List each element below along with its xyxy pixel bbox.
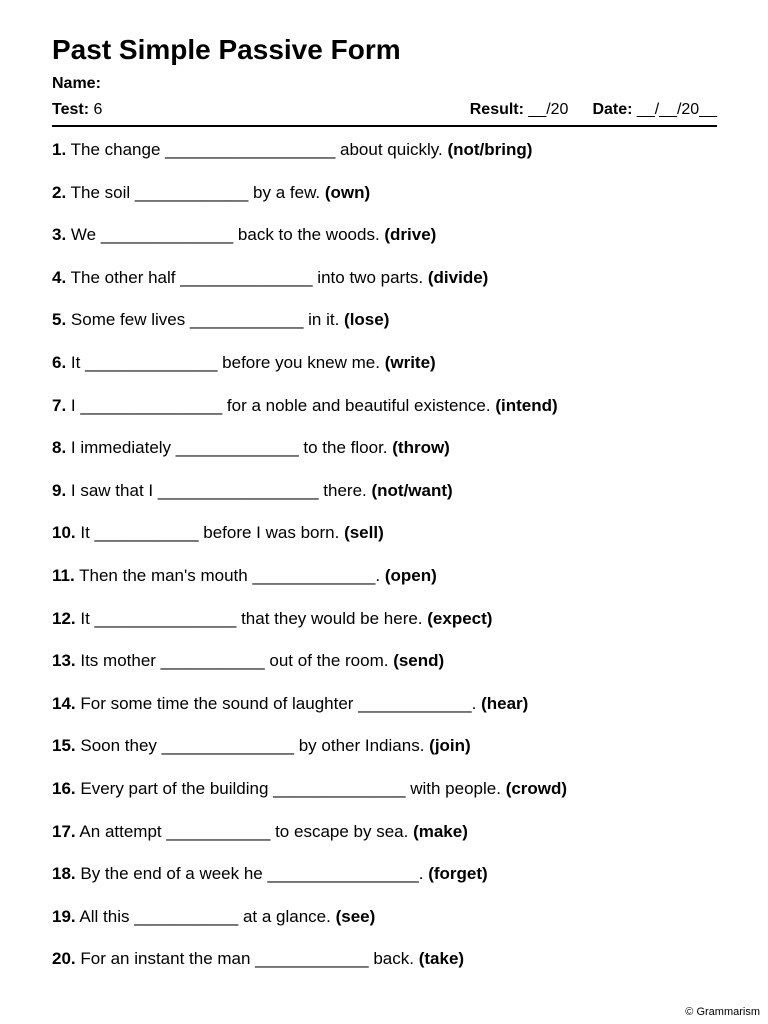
question-item xyxy=(52,182,717,225)
page-title: Past Simple Passive Form xyxy=(52,34,401,65)
question-text: Then the man's mouth _____________. xyxy=(74,565,385,585)
question-verb-hint: (lose) xyxy=(344,310,390,330)
question-item xyxy=(52,267,717,310)
question-item xyxy=(52,139,717,182)
question-item xyxy=(52,437,717,480)
question-verb-hint: (send) xyxy=(393,651,445,671)
question-number: 5. xyxy=(52,310,67,330)
question-number: 9. xyxy=(52,480,67,500)
question-text: We ______________ back to the woods. xyxy=(66,225,385,245)
question-text: The other half ______________ into two parts. xyxy=(66,267,428,287)
question-number: 15. xyxy=(52,736,76,756)
question-item xyxy=(52,693,717,736)
question-text: The change __________________ about quickly. xyxy=(66,140,448,159)
result-value: __/20 xyxy=(523,101,569,118)
question-item xyxy=(52,522,717,565)
question-item xyxy=(52,906,717,949)
question-text: For an instant the man ____________ back. xyxy=(75,949,419,969)
question-verb-hint: (throw) xyxy=(392,438,450,458)
question-verb-hint: (intend) xyxy=(495,395,558,415)
question-verb-hint: (expect) xyxy=(427,608,493,628)
test-label: Test: xyxy=(52,101,90,118)
question-text: Some few lives ____________ in it. xyxy=(66,310,345,330)
question-item xyxy=(52,224,717,267)
question-verb-hint: (own) xyxy=(324,182,371,202)
question-verb-hint: (not/bring) xyxy=(447,140,533,159)
question-number: 10. xyxy=(52,523,76,543)
question-number: 14. xyxy=(52,693,76,713)
question-text: Its mother ___________ out of the room. xyxy=(75,651,394,671)
question-item xyxy=(52,608,717,651)
question-item xyxy=(52,395,717,438)
question-item xyxy=(52,778,717,821)
question-verb-hint: (sell) xyxy=(344,523,384,543)
question-number: 2. xyxy=(52,182,67,202)
question-text: All this ___________ at a glance. xyxy=(75,906,336,926)
question-number: 6. xyxy=(52,352,67,372)
question-item xyxy=(52,821,717,864)
test-value: 6 xyxy=(89,101,103,118)
question-number: 7. xyxy=(52,395,67,415)
question-verb-hint: (see) xyxy=(335,906,376,926)
question-verb-hint: (join) xyxy=(429,736,471,756)
question-text: I saw that I _________________ there. xyxy=(66,480,372,500)
question-item xyxy=(52,352,717,395)
question-item xyxy=(52,565,717,608)
question-verb-hint: (not/want) xyxy=(371,480,453,500)
question-verb-hint: (write) xyxy=(384,352,436,372)
question-number: 11. xyxy=(52,565,75,585)
question-number: 1. xyxy=(52,140,67,159)
question-verb-hint: (hear) xyxy=(481,693,529,713)
question-list xyxy=(52,139,717,991)
question-verb-hint: (forget) xyxy=(428,864,488,884)
question-verb-hint: (open) xyxy=(384,565,437,585)
question-number: 16. xyxy=(52,778,76,798)
question-number: 19. xyxy=(52,906,76,926)
question-text: It ______________ before you knew me. xyxy=(66,352,385,372)
result-date-group xyxy=(470,98,717,122)
question-item xyxy=(52,735,717,778)
question-verb-hint: (divide) xyxy=(427,267,489,287)
result-info xyxy=(470,98,569,122)
question-verb-hint: (drive) xyxy=(384,225,437,245)
question-text: It _______________ that they would be here. xyxy=(75,608,428,628)
question-number: 12. xyxy=(52,608,76,628)
question-number: 4. xyxy=(52,267,67,287)
question-text: Soon they ______________ by other Indians. xyxy=(75,736,430,756)
question-verb-hint: (make) xyxy=(413,821,468,841)
question-number: 17. xyxy=(52,821,76,841)
test-info xyxy=(52,98,102,122)
worksheet xyxy=(52,30,717,991)
question-number: 3. xyxy=(52,225,67,245)
result-label: Result: xyxy=(469,101,524,118)
question-number: 13. xyxy=(52,651,76,671)
question-item xyxy=(52,650,717,693)
question-text: By the end of a week he ________________. xyxy=(75,864,429,884)
name-label: Name: xyxy=(52,75,101,92)
date-value: __/__/20__ xyxy=(632,101,717,118)
date-label: Date: xyxy=(592,101,633,118)
question-verb-hint: (take) xyxy=(418,949,465,969)
question-text: I immediately _____________ to the floor. xyxy=(66,438,393,458)
question-number: 18. xyxy=(52,864,76,884)
question-text: The soil ____________ by a few. xyxy=(66,182,325,202)
question-item xyxy=(52,309,717,352)
date-info xyxy=(592,98,717,122)
name-field xyxy=(52,73,717,95)
question-text: An attempt ___________ to escape by sea. xyxy=(75,821,414,841)
question-text: I _______________ for a noble and beautiful existence. xyxy=(66,395,496,415)
question-number: 20. xyxy=(52,949,76,969)
question-item xyxy=(52,480,717,523)
question-verb-hint: (crowd) xyxy=(505,778,568,798)
question-text: It ___________ before I was born. xyxy=(75,523,345,543)
question-text: Every part of the building ______________ with people. xyxy=(75,778,506,798)
copyright: © Grammarism xyxy=(685,1006,760,1018)
question-text: For some time the sound of laughter ____________. xyxy=(75,693,482,713)
question-item xyxy=(52,948,717,991)
meta-row xyxy=(52,98,717,127)
question-item xyxy=(52,863,717,906)
question-number: 8. xyxy=(52,438,67,458)
